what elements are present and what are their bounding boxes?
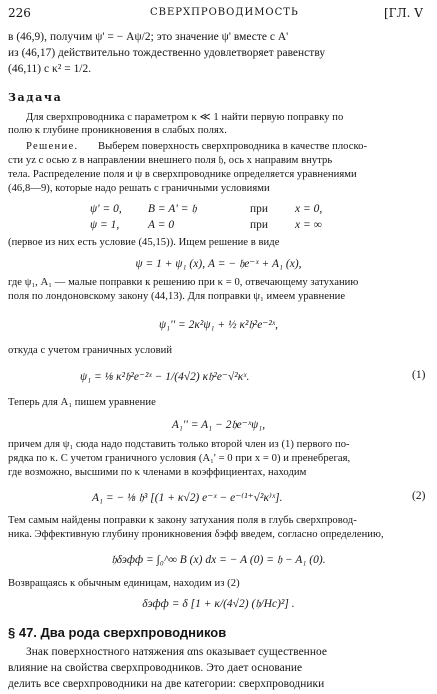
para2-line-1: где ψ₁, A₁ — малые поправки к решению при κ = 0, отвечающему затуханию [8,277,359,288]
bc1-psi: ψ' = 0, [90,203,122,215]
equation-1: ψ₁ = ⅛ κ²𝔥²e⁻²ˣ − 1/(4√2) κ𝔥²e⁻√²κˣ. [80,371,250,383]
para4-line-2: ника. Эффективную глубину проникновения δэфф введем, согласно определению, [8,529,384,540]
para3-line-2: рядка по κ. С учетом граничного условия (A₁' = 0 при x = 0) и пренебрегая, [8,453,351,464]
bc2-field: A = 0 [148,219,175,231]
task-statement-line-1: Для сверхпроводника с параметром κ ≪ 1 найти первую поправку по [26,112,344,123]
bc1-at: при [250,203,269,215]
intro-line-2: из (46,17) действительно тождественно удовлетворяет равенству [8,47,326,59]
bc2-psi: ψ = 1, [90,219,120,231]
task-statement-line-2: полю к глубине проникновения в слабых полях. [8,125,227,136]
now-a1-line: Теперь для A₁ пишем уравнение [8,397,156,408]
section-body-line-2: влияние на свойства сверхпроводников. Это дает основание [8,662,303,674]
equation-2-label: (2) [412,490,426,502]
para3-line-3: где возможно, высшими по κ членами в коэффициентах, находим [8,467,307,478]
intro-line-1: в (46,9), получим ψ' = − Aψ/2; это значение ψ' вместе с A' [8,31,289,43]
task-title: Задача [8,91,63,104]
bc2-x: x = ∞ [295,219,322,231]
page-number: 226 [8,6,31,20]
ansatz-equation: ψ = 1 + ψ₁ (x), A = − 𝔥e⁻ˣ + A₁ (x), [135,258,302,270]
section-body-line-3: делить все сверхпроводники на две категории: сверхпроводники [8,678,325,690]
para4-line-1: Тем самым найдены поправки к закону затухания поля в глубь сверхпровод- [8,515,357,526]
solution-line-3: тела. Распределение поля и ψ в сверхпроводнике определяется уравнениями [8,169,357,180]
bc1-x: x = 0, [295,203,323,215]
delta-integral-equation: 𝔥δэфф = ∫₀^∞ B (x) dx = − A (0) = 𝔥 − A₁ (0). [111,554,326,566]
bc1-field: B = A' = 𝔥 [148,203,197,215]
a-second-derivative-equation: A₁'' = A₁ − 2𝔥e⁻ˣψ₁, [171,419,266,431]
section-title: § 47. Два рода сверхпроводников [8,625,227,640]
equation-1-label: (1) [412,369,426,381]
solution-line-4: (46,8—9), которые надо решать с граничными условиями [8,183,270,194]
equation-2: A₁ = − ⅛ 𝔥³ [(1 + κ√2) e⁻ˣ − e⁻⁽¹⁺√²κ⁾ˣ]. [92,492,283,504]
solution-line-1: Выберем поверхность сверхпроводника в качестве плоско- [98,141,368,152]
back-units-line: Возвращаясь к обычным единицам, находим из (2) [8,578,240,589]
intro-line-3: (46,11) с κ² = 1/2. [8,63,92,75]
running-title: СВЕРХПРОВОДИМОСТЬ [150,7,299,18]
solution-label: Решение. [26,141,79,152]
solution-line-2: сти yz с осью z в направлении внешнего поля 𝔥, ось x направим внутрь [8,155,333,166]
section-body-line-1: Знак поверхностного натяжения αns оказывает существенное [26,646,327,658]
chapter-label: [ГЛ. V [384,6,423,20]
delta-final-equation: δэфф = δ [1 + κ/(4√2) (𝔥/Hc)²] . [142,598,295,610]
para3-line-1: причем для ψ₁ сюда надо подставить только второй член из (1) первого по- [8,439,350,450]
from-bc-line: откуда с учетом граничных условий [8,345,173,356]
bc2-at: при [250,219,269,231]
psi-second-derivative-equation: ψ₁'' = 2κ²ψ₁ + ½ κ²𝔥²e⁻²ˣ, [159,319,278,331]
after-bc-line: (первое из них есть условие (45,15)). Ищем решение в виде [8,237,280,248]
para2-line-2: поля по лондоновскому закону (44,13). Для поправки ψ₁ имеем уравнение [8,291,346,302]
